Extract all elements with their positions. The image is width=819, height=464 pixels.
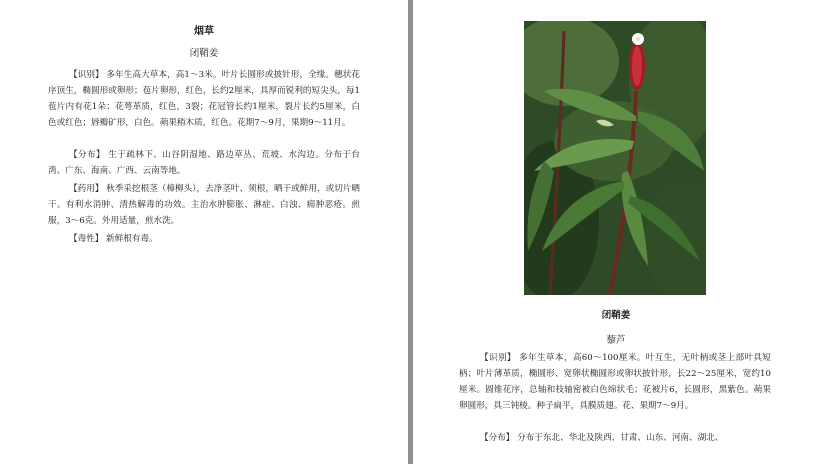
plant-name-heading: 藜芦	[606, 335, 626, 346]
photo-caption: 闭鞘姜	[601, 310, 631, 321]
right-page	[413, 0, 819, 464]
identification-paragraph	[48, 67, 360, 131]
toxicity-label: 【毒性】	[69, 234, 104, 244]
distribution-paragraph	[48, 147, 360, 179]
page-title: 烟草	[194, 26, 214, 37]
distribution-text: 生于疏林下、山谷阴湿地、路边草丛、荒坡、水沟边。分布于台湾、广东、海南、广西、云南等地。	[48, 150, 360, 176]
plant-photo	[524, 21, 706, 295]
identification-text: 多年生高大草本，高1～3米。叶片长圆形或披针形，全缘。穗状花序顶生，椭圆形或卵形；苞片卵形，红色，长约2厘米，具厚而锐利的短尖头，每1苞片内有花1朵；花萼革质，红色，3裂；花冠管长约1厘米，裂片长约5厘米，白色或红色；唇瓣矿形，白色。蒴果稍木质，红色。花期7～9月，果期9～11月。	[48, 70, 361, 128]
identification-label: 【识别】	[480, 353, 516, 363]
medicinal-use-paragraph	[48, 181, 360, 229]
identification-paragraph	[459, 350, 771, 414]
distribution-label: 【分布】	[69, 150, 106, 160]
identification-label: 【识别】	[69, 70, 104, 80]
plant-name-heading: 闭鞘姜	[189, 48, 219, 59]
toxicity-text: 新鲜根有毒。	[106, 234, 158, 244]
distribution-text: 分布于东北、华北及陕西、甘肃、山东、河南、湖北、	[517, 433, 724, 443]
toxicity-paragraph	[48, 231, 360, 247]
medicinal-use-label: 【药用】	[69, 184, 104, 194]
distribution-label: 【分布】	[480, 433, 515, 443]
medicinal-use-text: 秋季采挖根茎（樟柳头），去净茎叶、须根，晒干或鲜用，或切片晒干。有利水消肿、清热解毒的功效。主治水肿膨胀、淋症、白浊、痈肿恶疮。煎服，3～6克。外用适量，煎水洗。	[48, 184, 360, 226]
identification-text: 多年生草本，高60～100厘米。叶互生，无叶柄或茎上部叶具短柄；叶片薄革质，椭圆形、宽卵状椭圆形或卵状披针形，长22～25厘米，宽约10厘米。圆锥花序，总轴和枝轴密被白色绵状毛；花被片6，长圆形，黑紫色。蒴果卵圆形，具三钝棱。种子扁平，具膜质翅。花、果期7～9月。	[459, 353, 771, 411]
left-page	[0, 0, 408, 464]
distribution-paragraph	[459, 430, 771, 446]
